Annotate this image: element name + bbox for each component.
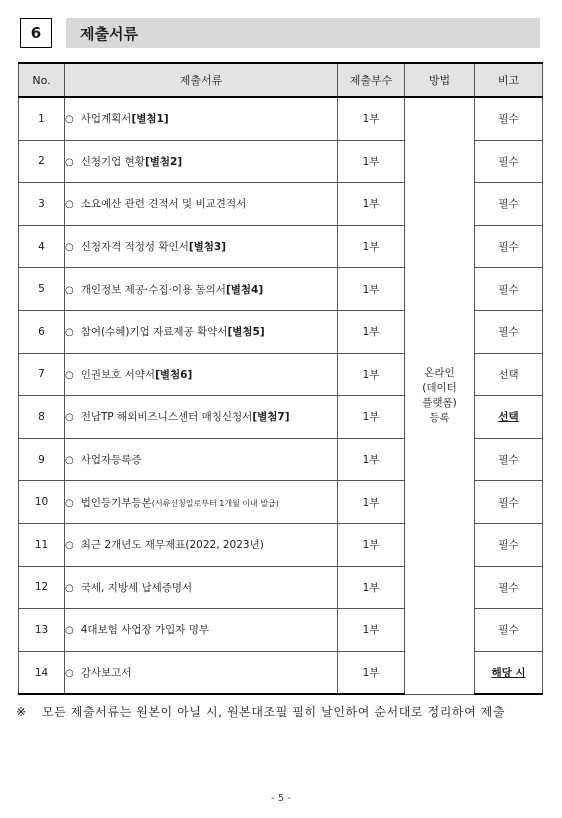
attachment-ref: [별첨1] <box>131 113 169 126</box>
row-number: 2 <box>19 140 65 183</box>
attachment-ref: [별첨7] <box>252 411 290 424</box>
document-name: 감사보고서 <box>80 667 132 680</box>
circle-bullet-icon: ○ <box>65 327 74 339</box>
circle-bullet-icon: ○ <box>65 369 74 381</box>
document-name-cell <box>65 97 338 140</box>
copies-cell: 1부 <box>338 396 405 439</box>
page-number: - 5 - <box>271 793 291 804</box>
section-number: 6 <box>20 18 52 48</box>
attachment-ref: [별첨6] <box>155 368 193 381</box>
document-name-cell <box>65 183 338 226</box>
document-name-cell <box>65 651 338 694</box>
note-cell <box>475 438 543 481</box>
document-name: 전남TP 해외비즈니스센터 매칭신청서 <box>80 411 253 424</box>
document-name-cell <box>65 353 338 396</box>
copies-cell: 1부 <box>338 183 405 226</box>
note-value: 선택 <box>498 368 519 381</box>
note-value: 필수 <box>498 155 519 168</box>
note-cell <box>475 140 543 183</box>
row-number: 1 <box>19 97 65 140</box>
note-value: 해당 시 <box>491 667 526 680</box>
documents-table <box>18 62 543 695</box>
row-number: 4 <box>19 225 65 268</box>
copies-cell: 1부 <box>338 310 405 353</box>
circle-bullet-icon: ○ <box>65 540 74 552</box>
note-value: 필수 <box>498 539 519 552</box>
document-name: 개인정보 제공·수집·이용 동의서 <box>80 283 226 296</box>
copies-cell: 1부 <box>338 651 405 694</box>
header-copies: 제출부수 <box>338 63 405 97</box>
document-name-cell <box>65 268 338 311</box>
note-cell <box>475 353 543 396</box>
header-method: 방법 <box>405 63 475 97</box>
note-value: 필수 <box>498 241 519 254</box>
copies-cell: 1부 <box>338 438 405 481</box>
method-line: (데이터 <box>422 381 457 394</box>
attachment-ref: [별첨3] <box>188 241 227 254</box>
circle-bullet-icon: ○ <box>65 582 74 594</box>
row-number: 7 <box>19 353 65 396</box>
note-value: 필수 <box>498 624 519 637</box>
circle-bullet-icon: ○ <box>65 114 74 126</box>
document-name: 신청기업 현황 <box>80 155 145 168</box>
row-number: 9 <box>19 438 65 481</box>
copies-cell: 1부 <box>338 97 405 140</box>
copies-cell: 1부 <box>338 225 405 268</box>
document-name-cell <box>65 140 338 183</box>
note-value: 필수 <box>498 581 519 594</box>
note-value: 필수 <box>498 326 519 339</box>
note-value: 필수 <box>498 198 519 211</box>
note-cell <box>475 651 543 694</box>
row-number: 6 <box>19 310 65 353</box>
method-line: 플랫폼) <box>422 396 457 409</box>
header-note: 비고 <box>475 63 543 97</box>
document-note: (서류신청일로부터 1개월 이내 발급) <box>151 498 279 508</box>
method-cell <box>405 97 475 694</box>
note-cell <box>475 566 543 609</box>
document-name: 신청자격 적정성 확인서 <box>80 241 189 254</box>
table-header-row <box>19 63 543 97</box>
header-no: No. <box>19 63 65 97</box>
attachment-ref: [별첨5] <box>227 326 265 339</box>
circle-bullet-icon: ○ <box>65 199 74 211</box>
document-name-cell <box>65 438 338 481</box>
note-cell <box>475 225 543 268</box>
section-header <box>20 18 540 48</box>
document-name-cell <box>65 609 338 652</box>
method-line: 온라인 <box>424 366 455 379</box>
note-cell <box>475 523 543 566</box>
note-value: 필수 <box>498 283 519 296</box>
note-cell <box>475 183 543 226</box>
document-name-cell <box>65 225 338 268</box>
note-cell <box>475 481 543 524</box>
document-name-cell <box>65 481 338 524</box>
circle-bullet-icon: ○ <box>65 668 74 680</box>
copies-cell: 1부 <box>338 523 405 566</box>
note-value: 필수 <box>498 496 519 509</box>
document-name-cell <box>65 310 338 353</box>
row-number: 11 <box>19 523 65 566</box>
document-name: 최근 2개년도 재무제표(2022, 2023년) <box>80 539 264 552</box>
row-number: 14 <box>19 651 65 694</box>
document-name: 4대보험 사업장 가입자 명부 <box>80 624 210 637</box>
circle-bullet-icon: ○ <box>65 497 74 509</box>
footnote-text: 모든 제출서류는 원본이 아닐 시, 원본대조필 필히 날인하여 순서대로 정리하여 제출 <box>42 705 506 719</box>
note-cell <box>475 268 543 311</box>
circle-bullet-icon: ○ <box>65 412 74 424</box>
document-name: 소요예산 관련 견적서 및 비교견적서 <box>80 198 247 211</box>
document-name-cell <box>65 523 338 566</box>
copies-cell: 1부 <box>338 268 405 311</box>
note-cell <box>475 609 543 652</box>
circle-bullet-icon: ○ <box>65 625 74 637</box>
footnote-mark: ※ <box>16 705 27 719</box>
row-number: 8 <box>19 396 65 439</box>
attachment-ref: [별첨4] <box>225 283 264 296</box>
document-name: 인권보호 서약서 <box>80 368 156 381</box>
table-row <box>19 97 543 140</box>
row-number: 13 <box>19 609 65 652</box>
copies-cell: 1부 <box>338 481 405 524</box>
row-number: 12 <box>19 566 65 609</box>
circle-bullet-icon: ○ <box>65 284 74 296</box>
copies-cell: 1부 <box>338 609 405 652</box>
document-name: 참여(수혜)기업 자료제공 확약서 <box>80 326 228 339</box>
section-title: 제출서류 <box>66 18 540 48</box>
circle-bullet-icon: ○ <box>65 242 74 254</box>
note-value: 필수 <box>498 113 519 126</box>
document-name: 사업계획서 <box>80 113 132 126</box>
note-value: 선택 <box>498 411 519 424</box>
note-value: 필수 <box>498 454 519 467</box>
note-cell <box>475 396 543 439</box>
method-line: 등록 <box>429 411 450 424</box>
copies-cell: 1부 <box>338 353 405 396</box>
copies-cell: 1부 <box>338 140 405 183</box>
document-name-cell <box>65 566 338 609</box>
note-cell <box>475 310 543 353</box>
header-name: 제출서류 <box>65 63 338 97</box>
row-number: 3 <box>19 183 65 226</box>
copies-cell: 1부 <box>338 566 405 609</box>
row-number: 10 <box>19 481 65 524</box>
circle-bullet-icon: ○ <box>65 455 74 467</box>
attachment-ref: [별첨2] <box>144 155 183 168</box>
circle-bullet-icon: ○ <box>65 156 74 168</box>
footnote <box>16 703 546 722</box>
document-name-cell <box>65 396 338 439</box>
document-name: 국세, 지방세 납세증명서 <box>80 581 193 594</box>
document-name: 사업자등록증 <box>80 454 142 467</box>
note-cell <box>475 97 543 140</box>
row-number: 5 <box>19 268 65 311</box>
document-name: 법인등기부등본 <box>80 496 152 509</box>
